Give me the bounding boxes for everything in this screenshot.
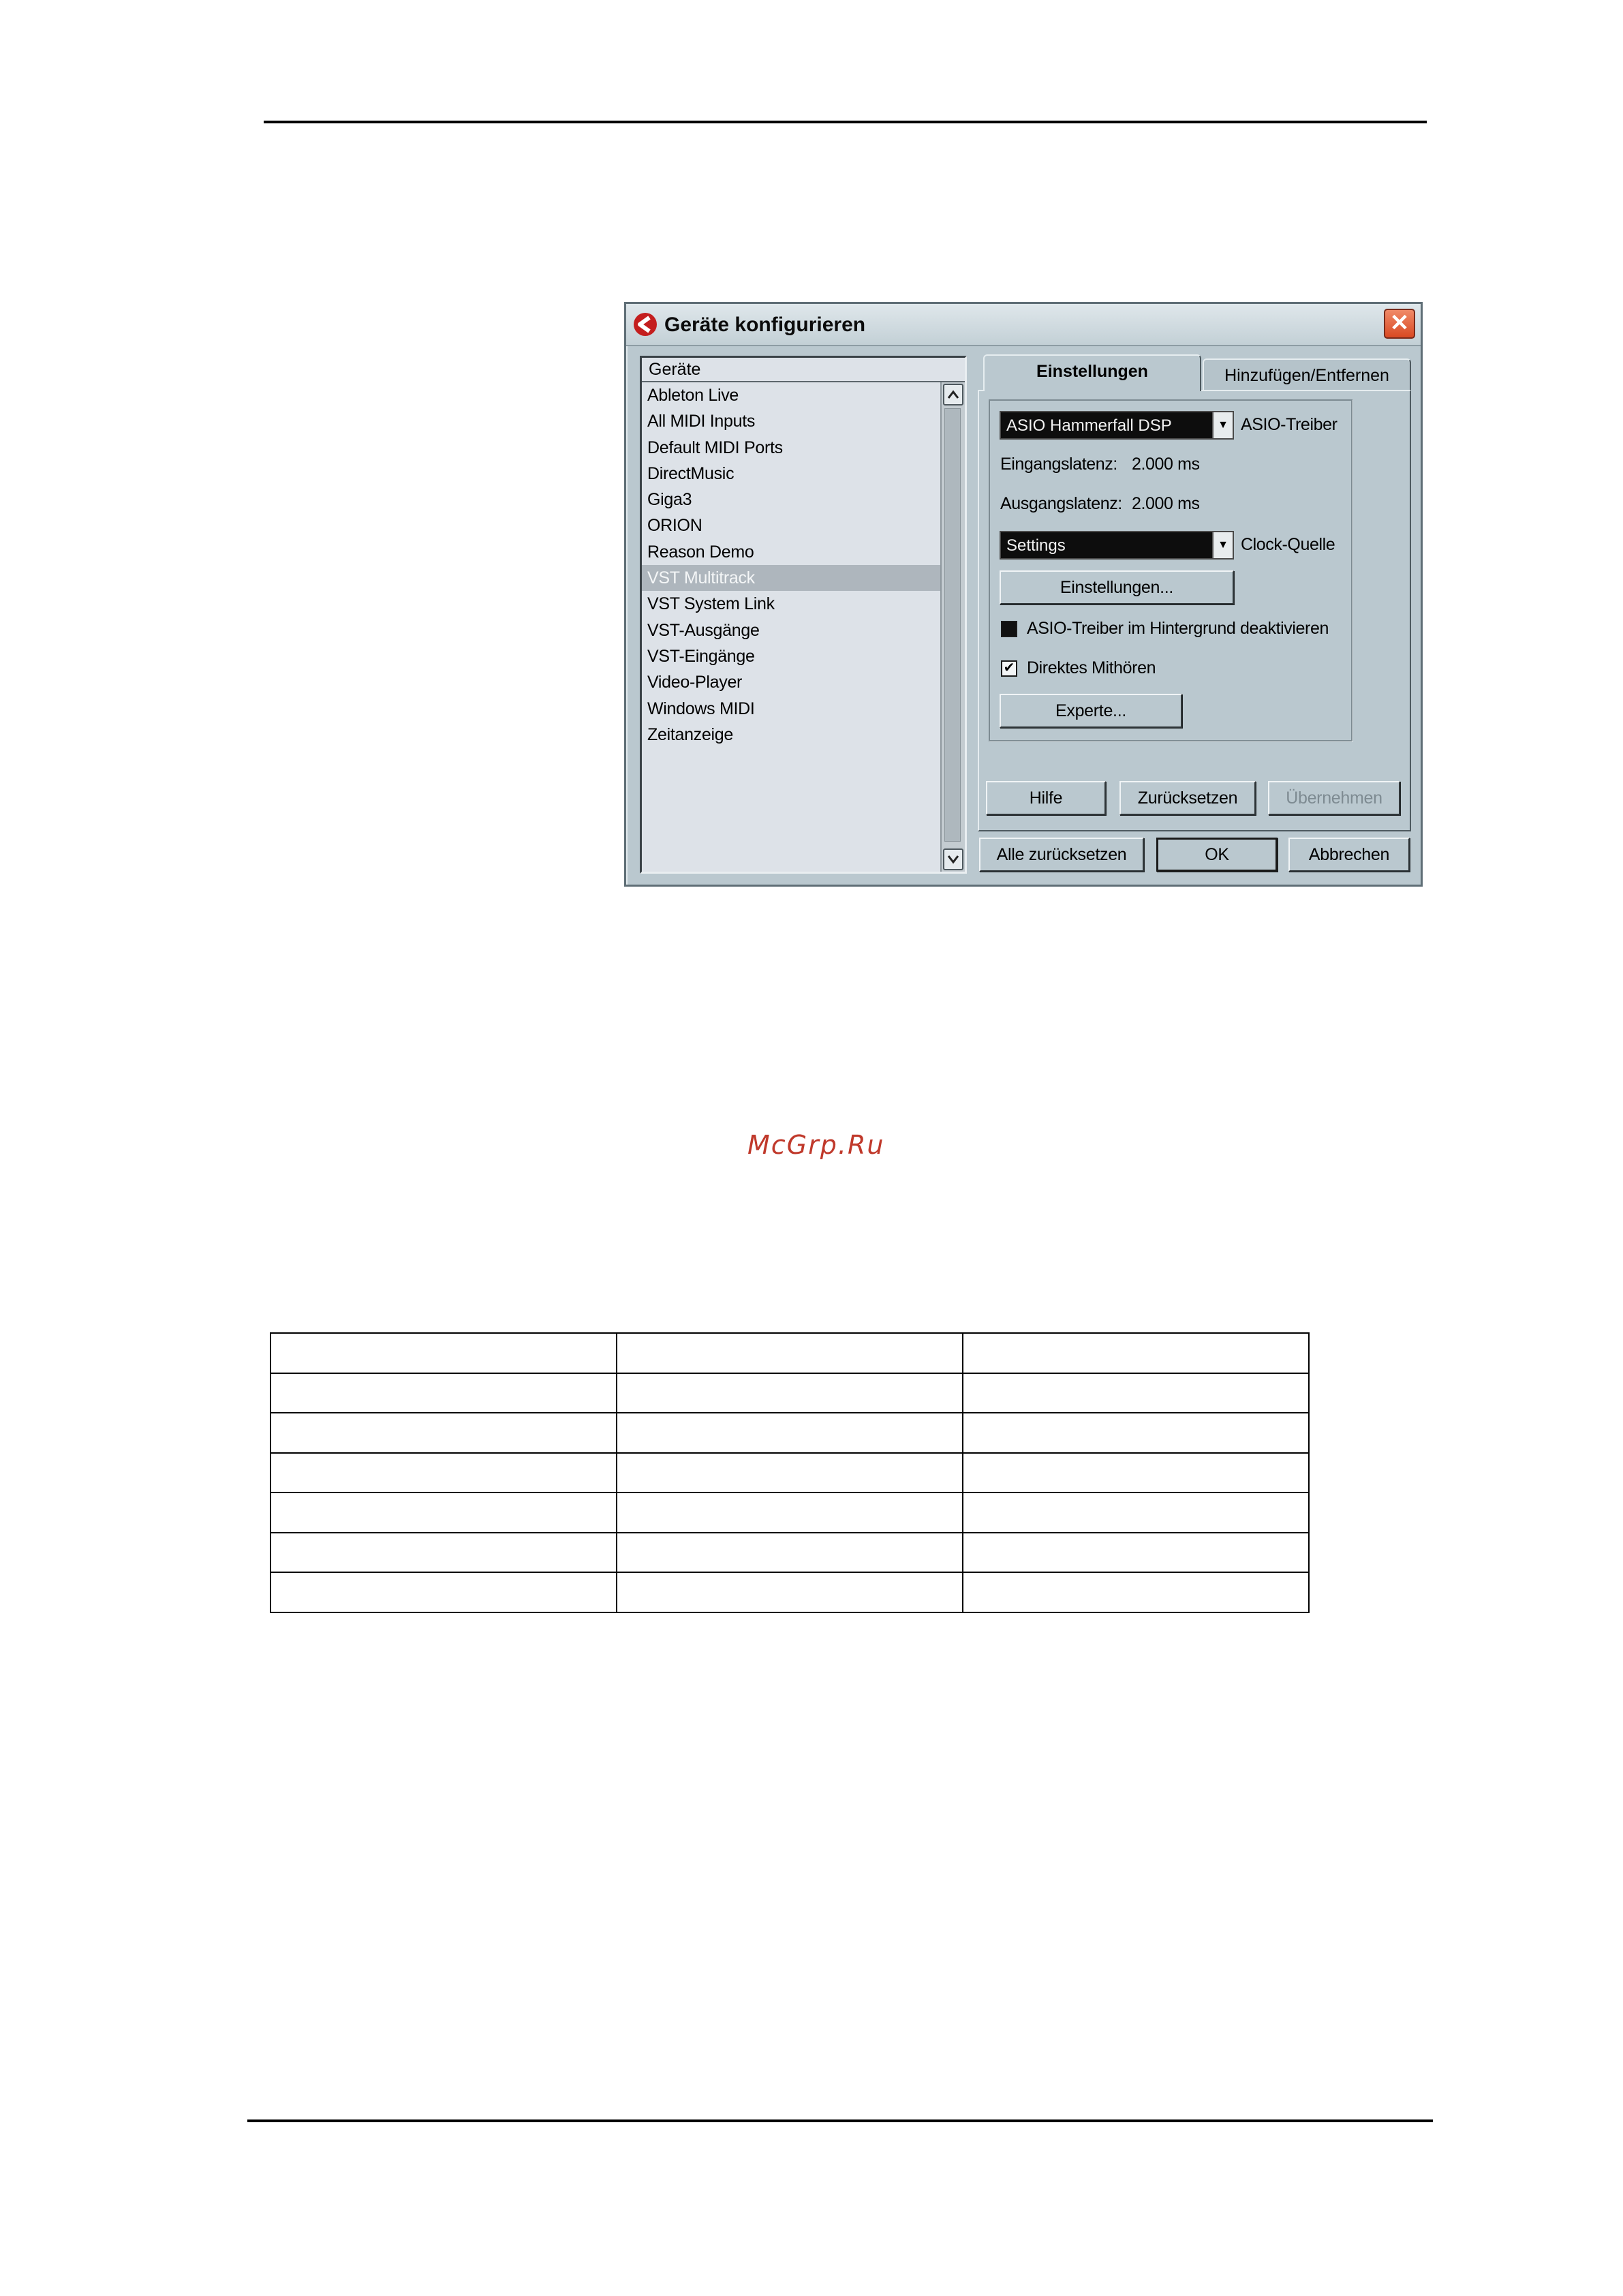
cubase-logo-icon <box>632 311 659 338</box>
device-list-header[interactable]: Geräte <box>642 358 965 382</box>
dialog-titlebar[interactable] <box>626 304 1421 346</box>
close-button[interactable] <box>1384 309 1415 339</box>
expert-button[interactable]: Experte... <box>1000 694 1182 728</box>
help-button[interactable]: Hilfe <box>986 781 1106 815</box>
apply-button[interactable]: Übernehmen <box>1268 781 1400 815</box>
table-row <box>270 1413 1309 1453</box>
direct-monitoring-label[interactable]: Direktes Mithören <box>1027 658 1156 677</box>
asio-driver-label: ASIO-Treiber <box>1241 415 1338 434</box>
table-row <box>270 1493 1309 1533</box>
footer-rule <box>247 2119 1433 2122</box>
table-cell <box>617 1572 963 1612</box>
output-latency-value: 2.000 ms <box>1132 494 1200 513</box>
table-cell <box>270 1453 617 1493</box>
device-list-item[interactable]: VST-Ausgänge <box>647 620 760 640</box>
clock-source-value: Settings <box>1006 536 1066 555</box>
table-cell <box>963 1373 1309 1413</box>
table-cell <box>270 1493 617 1533</box>
empty-table <box>270 1332 1310 1613</box>
ok-button[interactable]: OK <box>1156 838 1278 872</box>
device-setup-dialog <box>624 302 1423 887</box>
device-list-item[interactable]: VST Multitrack <box>642 565 940 591</box>
table-cell <box>963 1572 1309 1612</box>
table-cell <box>617 1373 963 1413</box>
watermark: McGrp.Ru <box>747 1130 885 1160</box>
table-row <box>270 1373 1309 1413</box>
chevron-down-icon[interactable]: ▼ <box>1212 532 1233 558</box>
chevron-down-icon <box>947 855 959 864</box>
table-cell <box>270 1373 617 1413</box>
table-cell <box>270 1333 617 1373</box>
table-cell <box>963 1413 1309 1453</box>
dialog-title: Geräte konfigurieren <box>664 313 866 336</box>
asio-driver-value: ASIO Hammerfall DSP <box>1006 416 1172 435</box>
input-latency-value: 2.000 ms <box>1132 455 1200 474</box>
device-list-item[interactable]: VST System Link <box>647 594 775 614</box>
device-list-item[interactable]: ORION <box>647 516 702 536</box>
device-list-item[interactable]: DirectMusic <box>647 463 735 483</box>
close-icon: ✕ <box>1389 310 1410 336</box>
device-list-scrollbar[interactable] <box>940 382 965 872</box>
table-cell <box>963 1333 1309 1373</box>
table-cell <box>963 1453 1309 1493</box>
reset-all-button[interactable]: Alle zurücksetzen <box>979 838 1144 872</box>
clock-source-select[interactable] <box>1000 531 1234 560</box>
device-list-item[interactable]: VST-Eingänge <box>647 646 755 666</box>
table-cell <box>617 1453 963 1493</box>
checkmark-icon: ✔ <box>1003 660 1015 675</box>
device-list-item[interactable]: Ableton Live <box>647 386 739 405</box>
reset-button[interactable]: Zurücksetzen <box>1119 781 1256 815</box>
table-cell <box>617 1413 963 1453</box>
asio-background-checkbox[interactable] <box>1001 621 1017 637</box>
tab-add-remove[interactable]: Hinzufügen/Entfernen <box>1203 358 1411 391</box>
table-cell <box>270 1533 617 1573</box>
input-latency-label: Eingangslatenz: <box>1000 455 1117 474</box>
device-list-item[interactable]: Windows MIDI <box>647 699 755 718</box>
table-cell <box>617 1533 963 1573</box>
table-cell <box>270 1413 617 1453</box>
chevron-down-icon[interactable]: ▼ <box>1212 412 1233 438</box>
table-row <box>270 1333 1309 1373</box>
table-cell <box>270 1572 617 1612</box>
device-list-item[interactable]: Video-Player <box>647 673 743 692</box>
device-list[interactable] <box>640 356 967 874</box>
scroll-up-button[interactable] <box>943 384 963 405</box>
table-cell <box>617 1333 963 1373</box>
device-list-item[interactable]: Default MIDI Ports <box>647 438 783 457</box>
output-latency-label: Ausgangslatenz: <box>1000 494 1122 513</box>
header-rule <box>264 121 1427 123</box>
table-cell <box>963 1493 1309 1533</box>
clock-source-label: Clock-Quelle <box>1241 535 1335 554</box>
device-list-items <box>642 382 940 748</box>
chevron-up-icon <box>947 390 959 399</box>
device-list-item[interactable]: Giga3 <box>647 490 692 510</box>
table-cell <box>963 1533 1309 1573</box>
asio-driver-select[interactable] <box>1000 411 1234 440</box>
table-row <box>270 1453 1309 1493</box>
table-cell <box>617 1493 963 1533</box>
device-list-item[interactable]: All MIDI Inputs <box>647 412 756 431</box>
scroll-down-button[interactable] <box>943 848 963 870</box>
tab-settings[interactable]: Einstellungen <box>983 354 1201 391</box>
cancel-button[interactable]: Abbrechen <box>1288 838 1410 872</box>
table-row <box>270 1572 1309 1612</box>
driver-settings-button[interactable]: Einstellungen... <box>1000 570 1234 604</box>
direct-monitoring-checkbox[interactable] <box>1001 660 1017 677</box>
device-list-item[interactable]: Reason Demo <box>647 542 754 562</box>
scroll-thumb[interactable] <box>944 408 961 842</box>
device-list-item[interactable]: Zeitanzeige <box>647 724 733 744</box>
table-row <box>270 1533 1309 1573</box>
asio-background-label[interactable]: ASIO-Treiber im Hintergrund deaktivieren <box>1027 619 1329 638</box>
